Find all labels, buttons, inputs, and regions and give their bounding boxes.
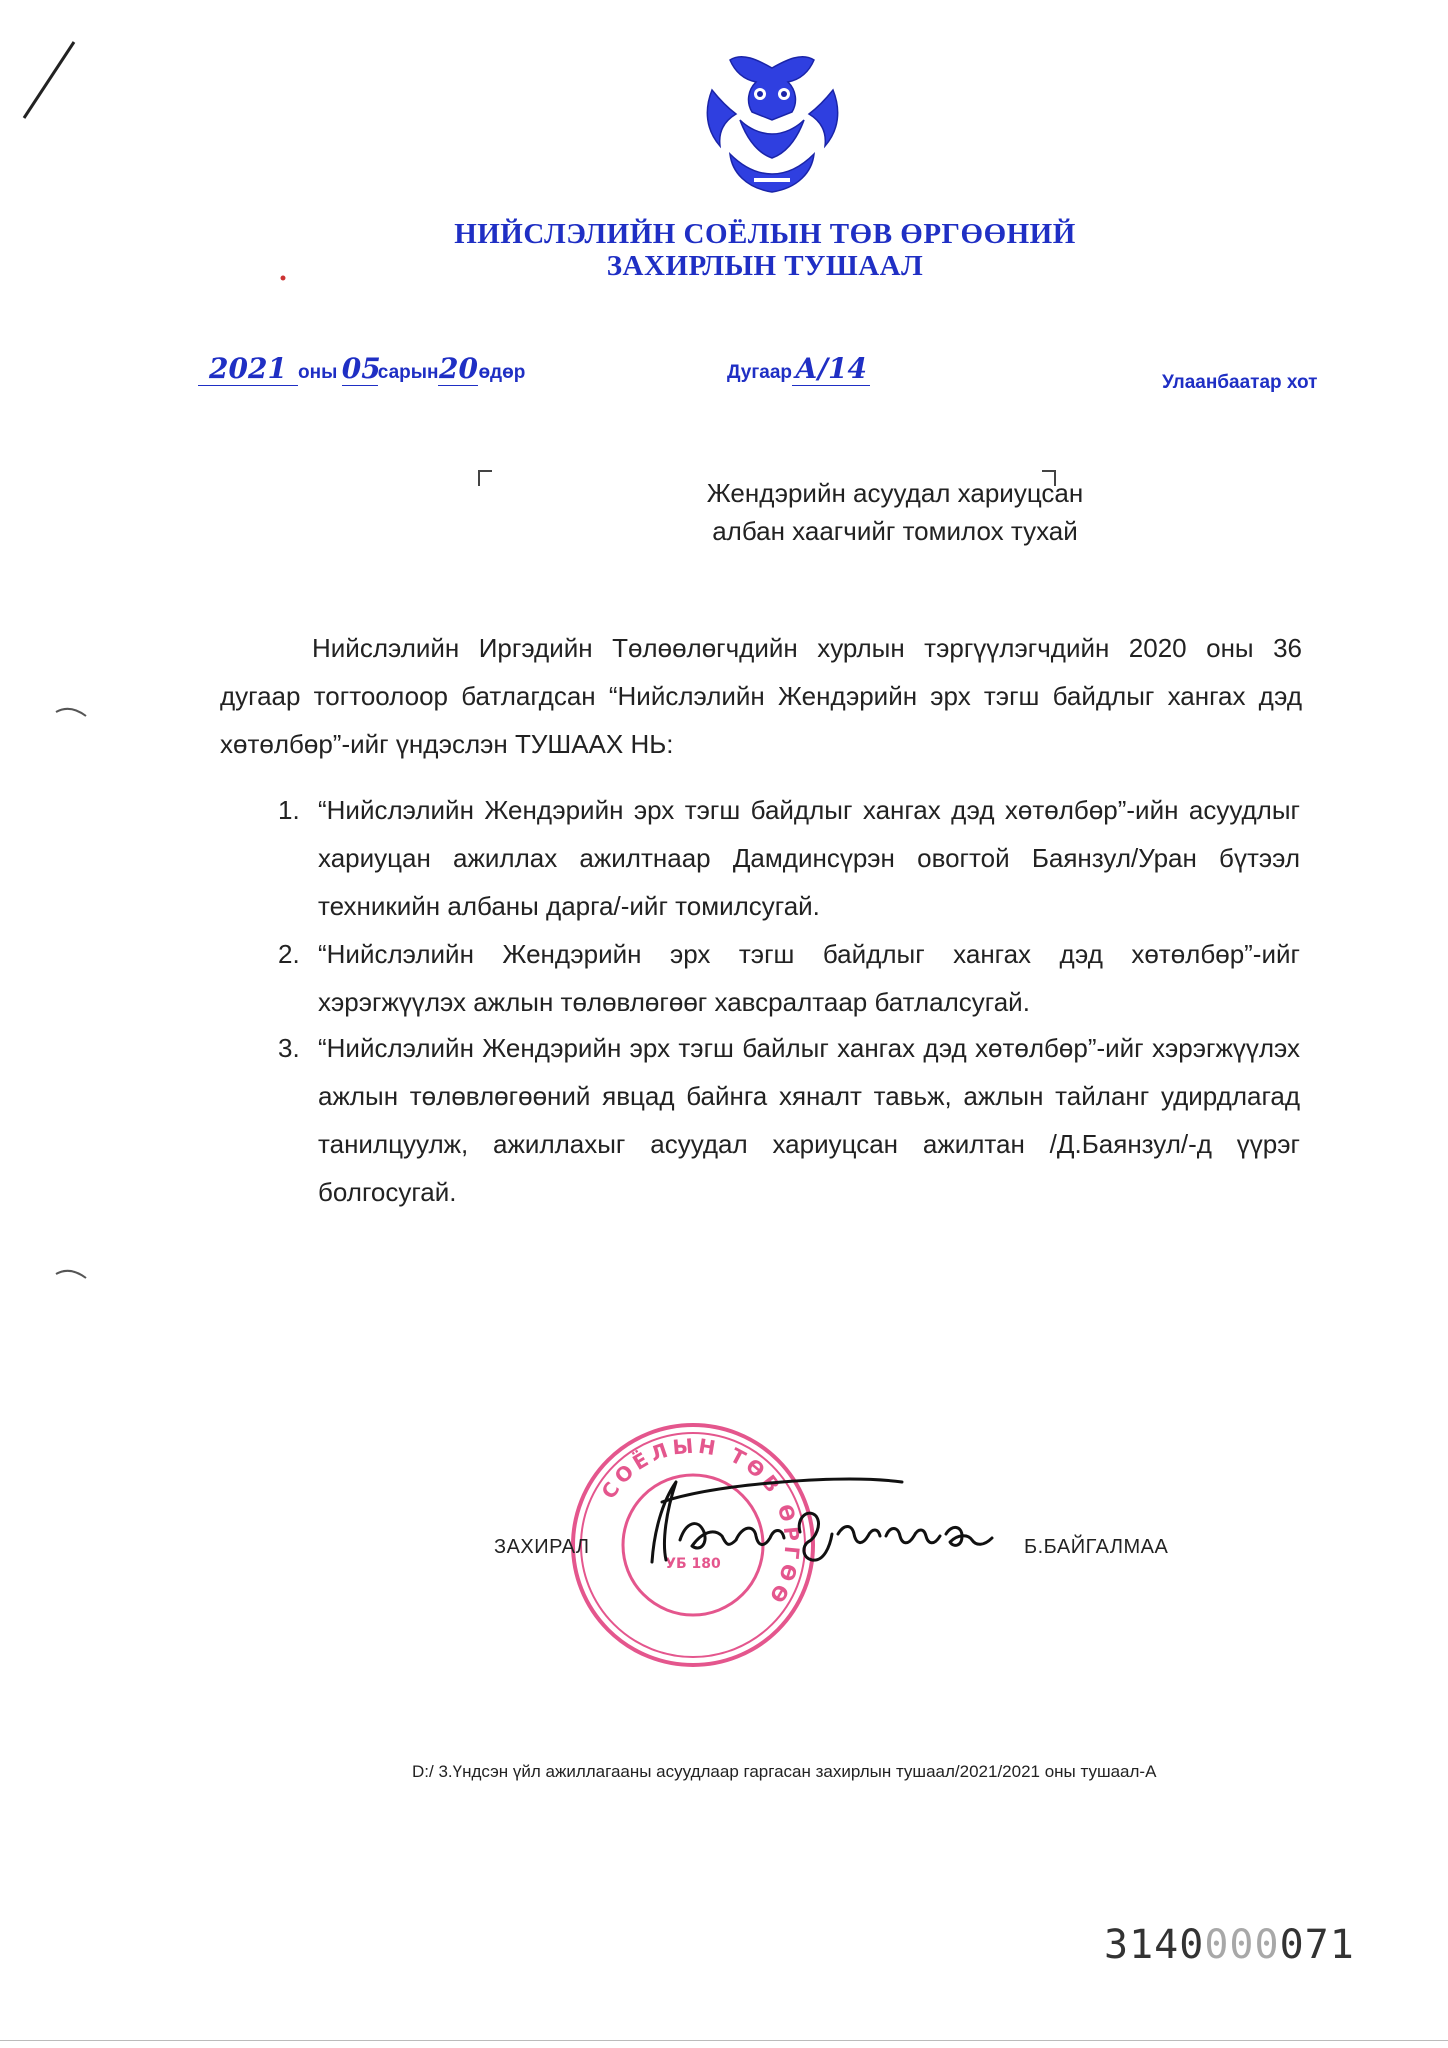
serial-number-prefix: 3140 (1104, 1922, 1205, 1968)
date-month: 05 (341, 352, 381, 385)
year-suffix: оны (298, 362, 338, 383)
svg-text:СОЁЛЫН ТӨВ ӨРГӨӨ: СОЁЛЫН ТӨВ ӨРГӨӨ (596, 1433, 805, 1611)
order-number-value: А/14 (795, 352, 867, 385)
punch-hole-mark (56, 709, 86, 716)
list-item-number: 1. (278, 795, 300, 825)
city: Улаанбаатар хот (1162, 372, 1318, 393)
signatory-title: ЗАХИРАЛ (494, 1536, 590, 1558)
punch-hole-mark (56, 1271, 86, 1278)
svg-text:УБ 180: УБ 180 (665, 1556, 721, 1572)
subject-line2: албан хаагчийг томилох тухай (712, 516, 1078, 546)
intro-paragraph: Нийслэлийн Иргэдийн Төлөөлөгчдийн хурлын тэргүүлэгчдийн 2020 оны 36 дугаар тогтоолоор батлагдсан “Нийслэлийн Жендэрийн эрх тэгш байдлыг хангах дэд хөтөлбөр”-ийг үндэслэн ТУШААХ НЬ: (220, 633, 1302, 759)
subject-line1: Жендэрийн асуудал хариуцсан (706, 478, 1084, 508)
list-item: “Нийслэлийн Жендэрийн эрх тэгш байдлыг хангах дэд хөтөлбөр”-ийн асуудлыг хариуцан ажиллах ажилтнаар Дамдинсүрэн овогтой Баянзул/Уран бүтээл техникийн албаны дарга/-ийг томилсугай. (318, 795, 1300, 921)
order-number-label: Дугаар (727, 362, 792, 383)
month-suffix: сарын (377, 362, 439, 383)
serial-number-suffix: 071 (1279, 1922, 1355, 1968)
list-item: “Нийслэлийн Жендэрийн эрх тэгш байлыг хангах дэд хөтөлбөр”-ийг хэрэгжүүлэх ажлын төлөвлөгөөний явцад байнга хяналт тавьж, ажлын тайланг удирдлагад танилцуулж, ажиллахыг асуудал хариуцсан ажилтан /Д.Баянзул/-д үүрэг болгосугай. (318, 1033, 1300, 1207)
file-path-footer: D:/ 3.Үндсэн үйл ажиллагааны асуудлаар гаргасан захирлын тушаал/2021/2021 оны тушаал-А (412, 1762, 1157, 1781)
order-number-field (727, 352, 870, 386)
list-item-number: 2. (278, 939, 300, 969)
emblem-logo (700, 50, 845, 200)
day-suffix: өдөр (478, 362, 526, 383)
handwritten-signature (632, 1462, 1008, 1572)
date-year: 2021 (209, 352, 287, 385)
signatory-name: Б.БАЙГАЛМАА (1024, 1536, 1169, 1558)
date-day: 20 (438, 352, 478, 385)
scan-edge-line (0, 2040, 1448, 2041)
date-field (198, 352, 525, 386)
serial-number-faint: 000 (1204, 1922, 1280, 1968)
header-title-line1: НИЙСЛЭЛИЙН СОЁЛЫН ТӨВ ӨРГӨӨНИЙ (454, 218, 1076, 250)
list-item-number: 3. (278, 1033, 300, 1063)
serial-number (1104, 1922, 1355, 1968)
list-item: “Нийслэлийн Жендэрийн эрх тэгш байдлыг хангах дэд хөтөлбөр”-ийг хэрэгжүүлэх ажлын төлөвлөгөөг хавсралтаар батлалсугай. (318, 939, 1300, 1017)
header-title-line2: ЗАХИРЛЫН ТУШААЛ (606, 250, 924, 282)
